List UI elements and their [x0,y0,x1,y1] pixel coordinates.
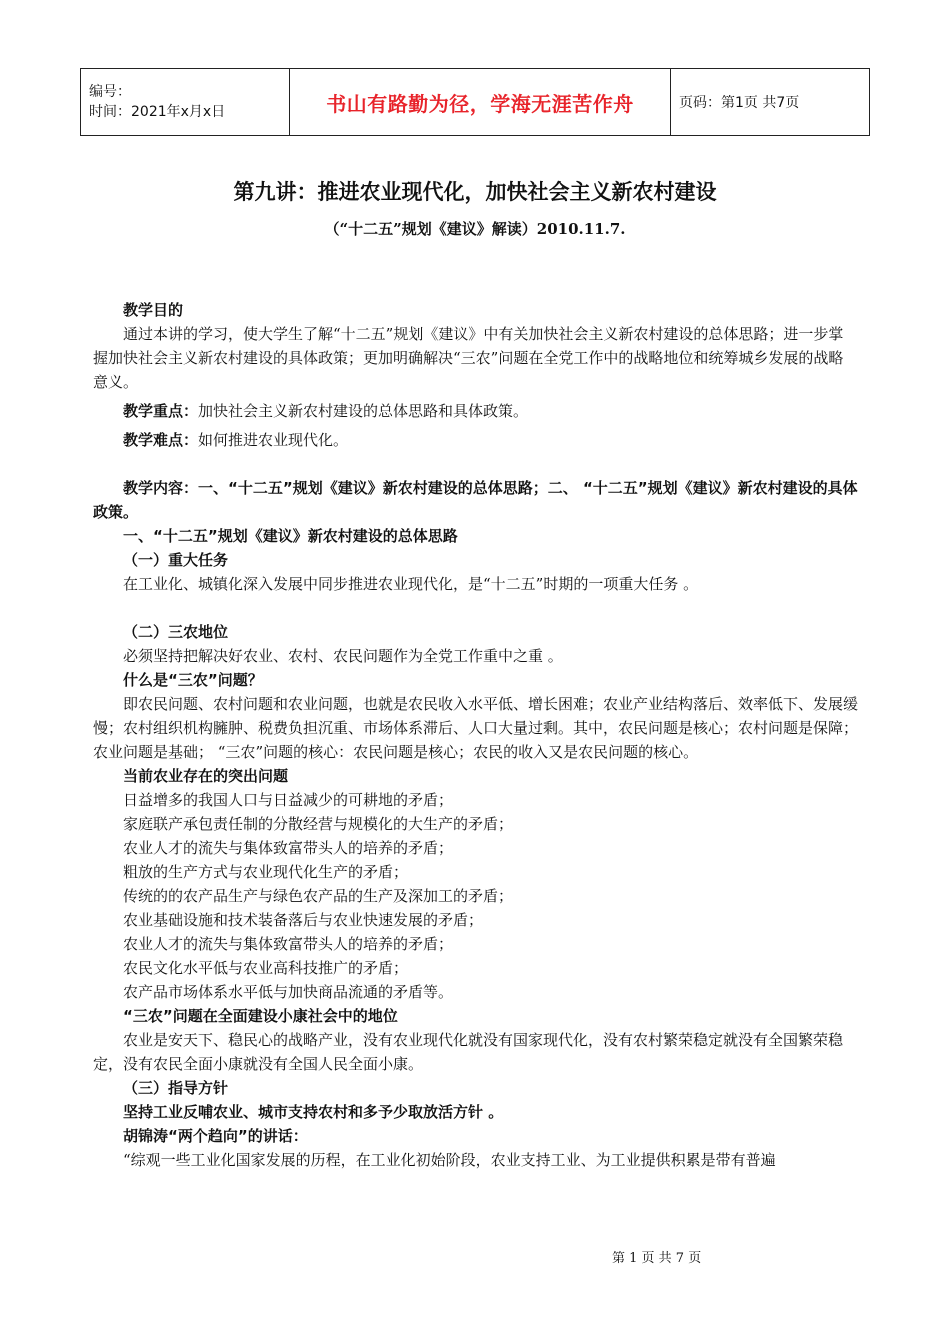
list-item: 农产品市场体系水平低与加快商品流通的矛盾等。 [123,983,454,1001]
motto: 书山有路勤为径，学海无涯苦作舟 [290,69,671,136]
guideline-heading: （三）指导方针 [123,1079,229,1097]
focus-text: 加快社会主义新农村建设的总体思路和具体政策。 [198,402,529,420]
page-footer: 第 1 页 共 7 页 [612,1251,702,1266]
task-text: 在工业化、城镇化深入发展中同步推进农业现代化，是“十二五”时期的一项重大任务 。 [123,575,699,593]
document-subtitle: （“十二五”规划《建议》解读）2010.11.7. [324,220,626,238]
list-item: 传统的的农产品生产与绿色农产品的生产及深加工的矛盾； [123,887,514,905]
position-text: 农业是安天下、稳民心的战略产业，没有农业现代化就没有国家现代化，没有农村繁荣稳定就没有全国繁荣稳定，没有农民全面小康就没有全国人民全面小康。 [93,1031,844,1073]
status-heading: （二）三农地位 [123,623,229,641]
header-meta-cell [81,69,290,136]
guideline-text: 坚持工业反哺农业、城市支持农村和多予少取放活方针 。 [123,1103,504,1121]
content-line: 教学内容：一、“十二五”规划《建议》新农村建设的总体思路；二、 “十二五”规划《建议》新农村建设的具体政策。 [93,479,858,521]
focus-line [93,399,858,423]
difficulty-text: 如何推进农业现代化。 [198,431,349,449]
time-label: 时间：2021年x月x日 [89,104,226,120]
code-label: 编号： [89,84,131,100]
difficulty-line [93,428,858,452]
what-text: 即农民问题、农村问题和农业问题，也就是农民收入水平低、增长困难；农业产业结构落后、效率低下、发展缓慢；农村组织机构臃肿、税费负担沉重、市场体系滞后、人口大量过剩。其中，农民问题是核心；农村问题是保障；农业问题是基础； “三农”问题的核心：农民问题是核心；农民的收入又是农民问题的核心。 [93,695,859,761]
focus-label: 教学重点： [123,402,199,420]
header-table [80,68,870,136]
objective-heading: 教学目的 [123,301,184,319]
objective-text: 通过本讲的学习，使大学生了解“十二五”规划《建议》中有关加快社会主义新农村建设的总体思路；进一步掌握加快社会主义新农村建设的具体政策；更加明确解决“三农”问题在全党工作中的战略地位和统筹城乡发展的战略意义。 [93,325,844,391]
difficulty-label: 教学难点： [123,431,199,449]
list-item: 日益增多的我国人口与日益减少的可耕地的矛盾； [123,791,454,809]
list-item: 农业基础设施和技术装备落后与农业快速发展的矛盾； [123,911,484,929]
part1-heading: 一、“十二五”规划《建议》新农村建设的总体思路 [123,527,458,545]
status-text: 必须坚持把解决好农业、农村、农民问题作为全党工作重中之重 。 [123,647,563,665]
list-item: 农民文化水平低与农业高科技推广的矛盾； [123,959,409,977]
list-item: 农业人才的流失与集体致富带头人的培养的矛盾； [123,839,454,857]
hu-text: “综观一些工业化国家发展的历程，在工业化初始阶段，农业支持工业、为工业提供积累是带有普遍 [123,1151,776,1169]
list-item: 农业人才的流失与集体致富带头人的培养的矛盾； [123,935,454,953]
list-item: 家庭联产承包责任制的分散经营与规模化的大生产的矛盾； [123,815,514,833]
task-heading: （一）重大任务 [123,551,229,569]
what-heading: 什么是“三农”问题？ [123,671,263,689]
position-heading: “三农”问题在全面建设小康社会中的地位 [123,1007,398,1025]
document-body [93,298,858,1172]
document-title: 第九讲：推进农业现代化，加快社会主义新农村建设 [233,180,717,204]
problems-heading: 当前农业存在的突出问题 [123,767,289,785]
hu-heading: 胡锦涛“两个趋向”的讲话： [123,1127,308,1145]
page-label: 页码：第1页 共7页 [671,69,870,136]
list-item: 粗放的生产方式与农业现代化生产的矛盾； [123,863,409,881]
